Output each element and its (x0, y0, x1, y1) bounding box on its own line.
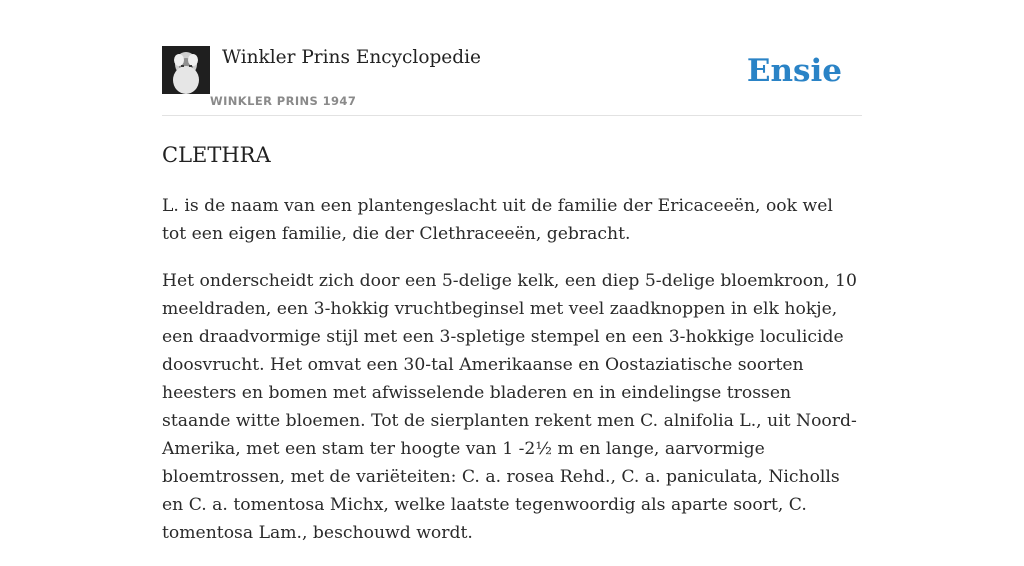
article-body (162, 192, 862, 566)
bearded-man-portrait-icon (162, 46, 210, 94)
article-title: CLETHRA (162, 143, 271, 167)
article-paragraph: L. is de naam van een plantengeslacht uit de familie der Ericaceeën, ook wel tot een eigen familie, die der Clethraceeën, gebracht. (162, 196, 833, 244)
article-paragraph: Het onderscheidt zich door een 5-delige kelk, een diep 5-delige bloemkroon, 10 meeldraden, een 3-hokkig vruchtbeginsel met veel zaadknoppen in elk hokje, een draadvormige stijl met een 3-spletige stempel en een 3-hokkige loculicide doosvrucht. Het omvat een 30-tal Amerikaanse en Oostaziatische soorten heesters en bomen met afwisselende bladeren en in eindelingse trossen staande witte bloemen. Tot de sierplanten rekent men C. alnifolia L., uit Noord-Amerika, met een stam ter hoogte van 1 -2½ m en lange, aarvormige bloemtrossen, met de variëteiten: C. a. rosea Rehd., C. a. paniculata, Nicholls en C. a. tomentosa Michx, welke laatste tegenwoordig als aparte soort, C. tomentosa Lam., beschouwd wordt. (162, 271, 857, 543)
source-name[interactable]: Winkler Prins Encyclopedie (222, 47, 481, 68)
brand-logo[interactable]: Ensie (746, 53, 842, 89)
source-edition[interactable]: WINKLER PRINS 1947 (210, 94, 357, 108)
avatar[interactable] (162, 46, 210, 94)
source-header (162, 46, 862, 116)
